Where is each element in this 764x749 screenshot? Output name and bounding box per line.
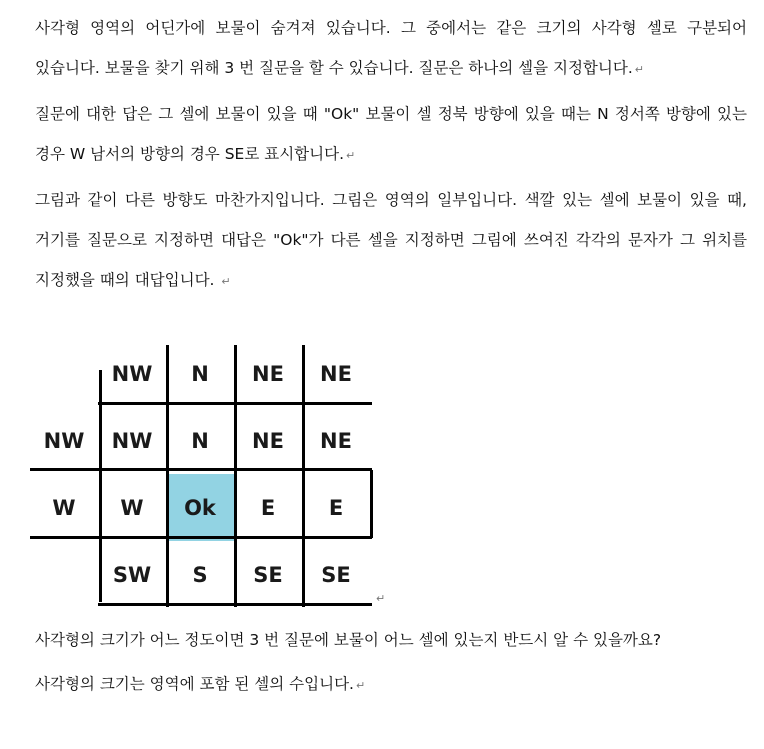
grid-cell: W [120, 495, 144, 520]
grid-cell: NW [111, 361, 153, 386]
grid-cell: SE [253, 562, 283, 587]
paragraph-5 [35, 664, 747, 706]
paragraph-5-text: 사각형의 크기는 영역에 포함 된 셀의 수입니다. [35, 675, 354, 693]
grid-cell: S [192, 562, 208, 587]
grid-cell: NW [43, 428, 85, 453]
grid-line-vertical [370, 470, 373, 538]
grid-line-vertical [99, 370, 102, 602]
grid-line-horizontal [30, 536, 372, 539]
paragraph-3-text: 그림과 같이 다른 방향도 마찬가지입니다. 그림은 영역의 일부입니다. 색깔 있는 셀에 보물이 있을 때, 거기를 질문으로 지정하면 대답은 "Ok"가 다른 셀을 지정하면 그림에 쓰여진 각각의 문자가 그 위치를 지정했을 때의 대답입니다. [35, 191, 747, 289]
grid-line-vertical [234, 345, 237, 607]
grid-cell: E [328, 495, 344, 520]
grid-cell: NE [252, 428, 284, 453]
grid-cell: N [191, 361, 209, 386]
paragraph-mark: ↵ [376, 592, 386, 605]
grid-cell: E [260, 495, 276, 520]
paragraph-mark: ↵ [221, 275, 231, 288]
paragraph-1 [35, 8, 747, 90]
direction-grid-figure [30, 340, 380, 610]
grid-cell: NE [252, 361, 284, 386]
paragraph-4 [35, 620, 747, 660]
grid-line-vertical [302, 345, 305, 607]
document-body-bottom [35, 620, 747, 710]
grid-cell: SE [321, 562, 351, 587]
grid-cell: NE [320, 428, 352, 453]
grid-cell: SW [112, 562, 152, 587]
paragraph-mark: ↵ [634, 63, 644, 76]
paragraph-mark: ↵ [346, 149, 356, 162]
grid-cell: Ok [166, 474, 234, 541]
paragraph-2-text: 질문에 대한 답은 그 셀에 보물이 있을 때 "Ok" 보물이 셀 정북 방향에 있을 때는 N 정서쪽 방향에 있는 경우 W 남서의 방향의 경우 SE로 표시합니다. [35, 105, 747, 163]
grid-cell [30, 541, 98, 608]
grid-line-horizontal [30, 468, 372, 471]
paragraph-mark: ↵ [355, 679, 366, 692]
paragraph-3 [35, 180, 747, 302]
grid-cell: W [52, 495, 76, 520]
grid-cell: NE [320, 361, 352, 386]
grid-cell: N [191, 428, 209, 453]
paragraph-4-text: 사각형의 크기가 어느 정도이면 3 번 질문에 보물이 어느 셀에 있는지 반드시 알 수 있을까요? [35, 631, 662, 649]
document-body [35, 8, 747, 306]
paragraph-1-text: 사각형 영역의 어딘가에 보물이 숨겨져 있습니다. 그 중에서는 같은 크기의 사각형 셀로 구분되어 있습니다. 보물을 찾기 위해 3 번 질문을 할 수 있습니다. 질문은 하나의 셀을 지정합니다. [35, 19, 747, 77]
grid-cell [30, 340, 98, 407]
paragraph-2 [35, 94, 747, 176]
grid-line-vertical [166, 345, 169, 607]
grid-cell: NW [111, 428, 153, 453]
